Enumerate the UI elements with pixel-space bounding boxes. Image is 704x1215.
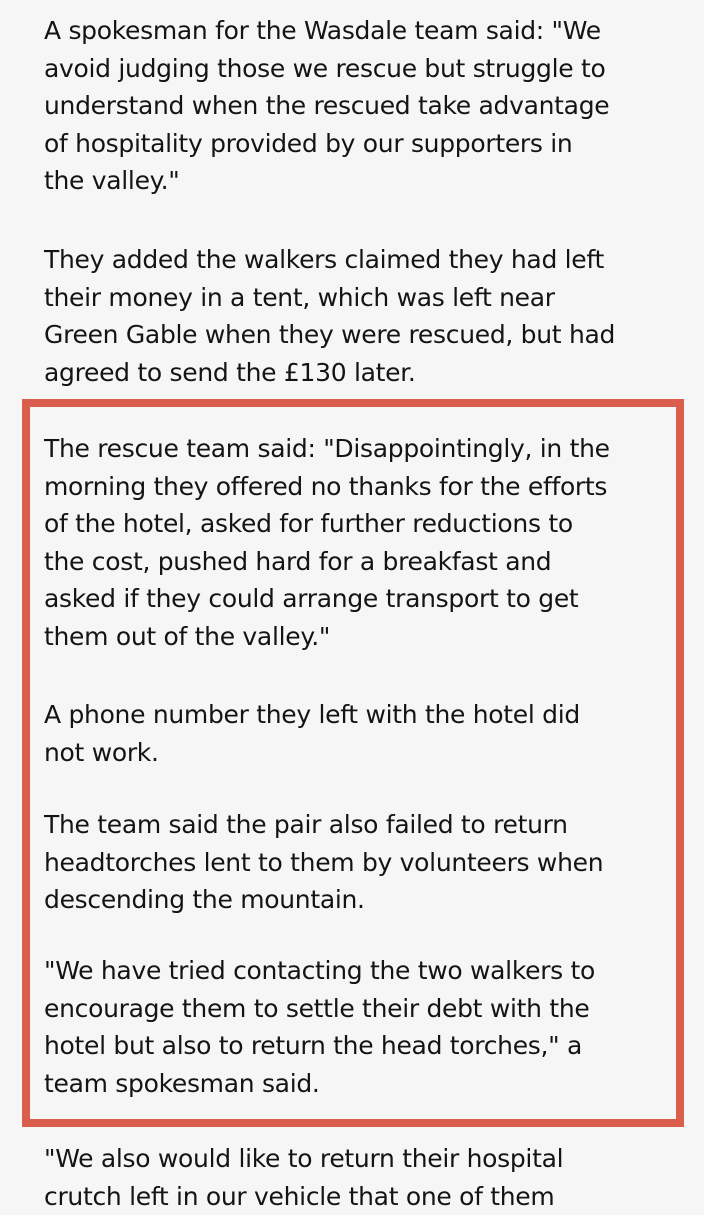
article-paragraph: "We have tried contacting the two walkers to encourage them to settle their debt with the hotel but also to return the head torches," a team spokesman said. bbox=[44, 956, 596, 1098]
article-paragraph: "We also would like to return their hospital crutch left in our vehicle that one of them bbox=[44, 1144, 564, 1211]
article-paragraph: A spokesman for the Wasdale team said: "We avoid judging those we rescue but struggle to understand when the rescued take advantage of hospitality provided by our supporters in the valley." bbox=[44, 16, 610, 196]
article-paragraph: The rescue team said: "Disappointingly, in the morning they offered no thanks for the efforts of the hotel, asked for further reductions to the cost, pushed hard for a breakfast and asked if they could arrange transport to get them out of the valley." bbox=[44, 434, 610, 651]
article-paragraph: They added the walkers claimed they had left their money in a tent, which was left near Green Gable when they were rescued, but had agreed to send the £130 later. bbox=[44, 245, 616, 387]
article-paragraph: A phone number they left with the hotel did not work. bbox=[44, 700, 580, 767]
article-paragraph: The team said the pair also failed to return headtorches lent to them by volunteers when descending the mountain. bbox=[44, 810, 604, 915]
